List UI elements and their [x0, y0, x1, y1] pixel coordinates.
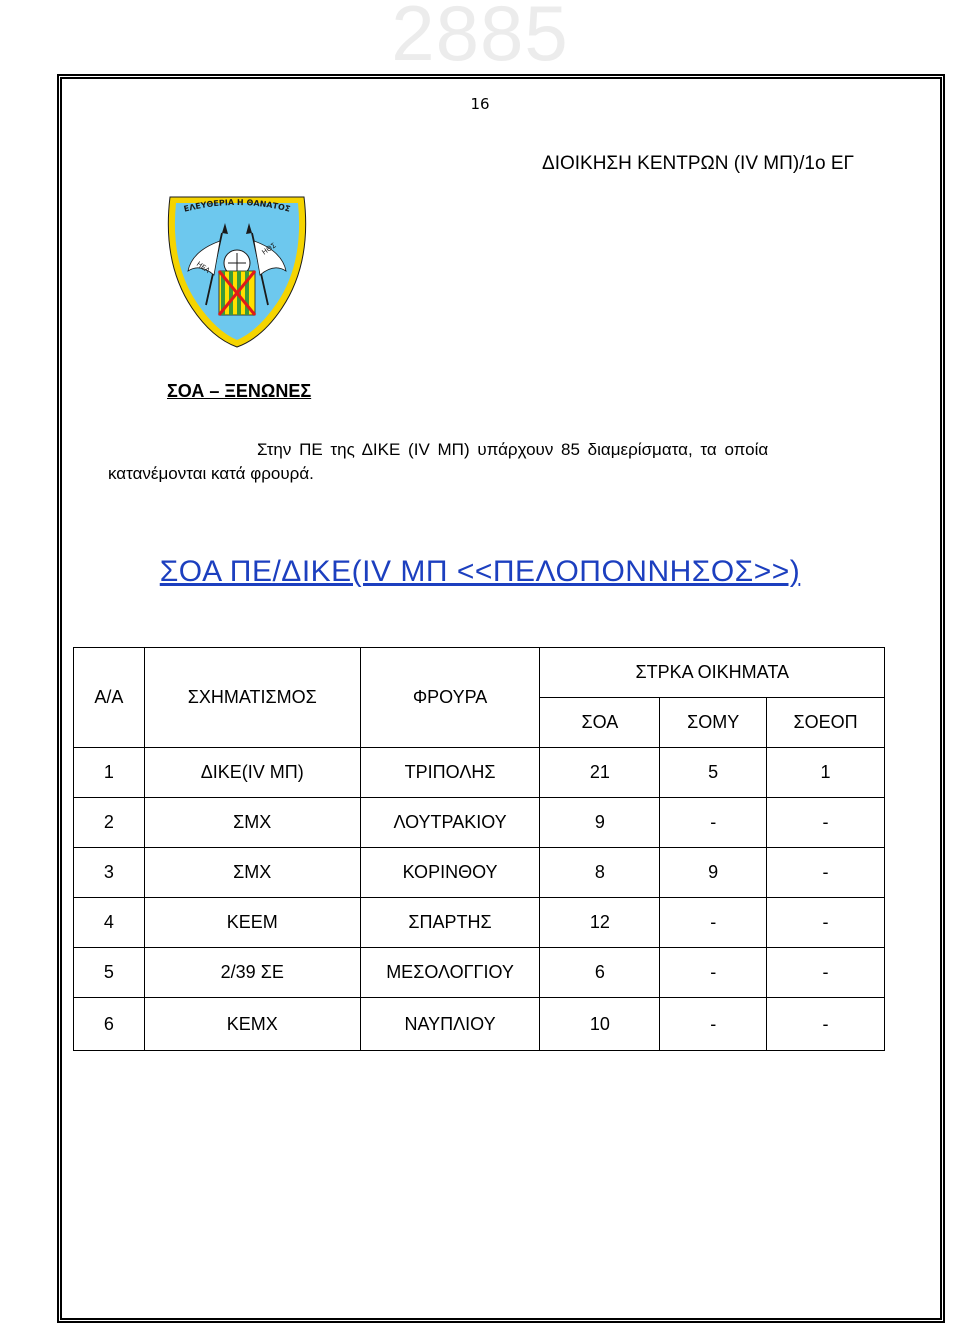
cell-aa: 1 [74, 748, 145, 798]
cell-soeop: - [767, 848, 885, 898]
paragraph-line-2: κατανέμονται κατά φρουρά. [108, 464, 314, 483]
cell-somy: - [660, 798, 767, 848]
cell-somy: - [660, 948, 767, 998]
table-row [74, 848, 885, 898]
cell-formation: 2/39 ΣΕ [144, 948, 360, 998]
header-soa: ΣΟΑ [540, 698, 660, 748]
cell-soa: 9 [540, 798, 660, 848]
header-somy: ΣΟΜΥ [660, 698, 767, 748]
cell-formation: ΣΜΧ [144, 798, 360, 848]
document-header: ΔΙΟΙΚΗΣΗ ΚΕΝΤΡΩΝ (IV ΜΠ)/1ο ΕΓ [542, 153, 854, 174]
cell-garrison: ΜΕΣΟΛΟΓΓΙΟΥ [360, 948, 540, 998]
header-soeop: ΣΟΕΟΠ [767, 698, 885, 748]
cell-aa: 5 [74, 948, 145, 998]
cell-soa: 8 [540, 848, 660, 898]
cell-formation: ΚΕΕΜ [144, 898, 360, 948]
emblem-left-flag-text: ΗΕΑ [194, 260, 212, 275]
header-aa: Α/Α [74, 648, 145, 748]
cell-garrison: ΛΟΥΤΡΑΚΙΟΥ [360, 798, 540, 848]
cell-soa: 12 [540, 898, 660, 948]
cell-formation: ΚΕΜΧ [144, 998, 360, 1051]
cell-soa: 6 [540, 948, 660, 998]
housing-table [73, 647, 885, 1051]
table-title: ΣΟΑ ΠΕ/ΔΙΚΕ(IV ΜΠ <<ΠΕΛΟΠΟΝΝΗΣΟΣ>>) [159, 555, 801, 588]
cell-soeop: - [767, 798, 885, 848]
emblem-motto: ΕΛΕΥΘΕΡΙΑ Η ΘΑΝΑΤΟΣ [182, 197, 292, 214]
cell-garrison: ΚΟΡΙΝΘΟΥ [360, 848, 540, 898]
cell-aa: 4 [74, 898, 145, 948]
cell-garrison: ΤΡΙΠΟΛΗΣ [360, 748, 540, 798]
cell-aa: 6 [74, 998, 145, 1051]
cell-soeop: - [767, 948, 885, 998]
cell-aa: 2 [74, 798, 145, 848]
cell-soeop: - [767, 898, 885, 948]
cell-soa: 10 [540, 998, 660, 1051]
unit-emblem-icon [162, 193, 312, 349]
table-row [74, 748, 885, 798]
cell-soeop: - [767, 998, 885, 1051]
cell-somy: - [660, 998, 767, 1051]
cell-soeop: 1 [767, 748, 885, 798]
table-row [74, 948, 885, 998]
table-row [74, 898, 885, 948]
cell-formation: ΔΙΚΕ(IV ΜΠ) [144, 748, 360, 798]
header-formation: ΣΧΗΜΑΤΙΣΜΟΣ [144, 648, 360, 748]
cell-aa: 3 [74, 848, 145, 898]
cell-somy: 9 [660, 848, 767, 898]
page-number: 16 [470, 95, 490, 113]
header-garrison: ΦΡΟΥΡΑ [360, 648, 540, 748]
table-row [74, 798, 885, 848]
cell-garrison: ΝΑΥΠΛΙΟΥ [360, 998, 540, 1051]
cell-formation: ΣΜΧ [144, 848, 360, 898]
cell-somy: 5 [660, 748, 767, 798]
section-heading: ΣΟΑ – ΞΕΝΩΝΕΣ [167, 381, 312, 401]
table-row [74, 998, 885, 1051]
cell-somy: - [660, 898, 767, 948]
watermark-number: 2885 [391, 0, 569, 77]
cell-garrison: ΣΠΑΡΤΗΣ [360, 898, 540, 948]
header-group-buildings: ΣΤΡΚΑ ΟΙΚΗΜΑΤΑ [540, 648, 885, 698]
emblem-right-flag-text: ΗΘΣ [260, 241, 278, 257]
paragraph-line-1: Στην ΠΕ της ΔΙΚΕ (IV ΜΠ) υπάρχουν 85 διαμερίσματα, τα οποία [257, 440, 769, 459]
cell-soa: 21 [540, 748, 660, 798]
